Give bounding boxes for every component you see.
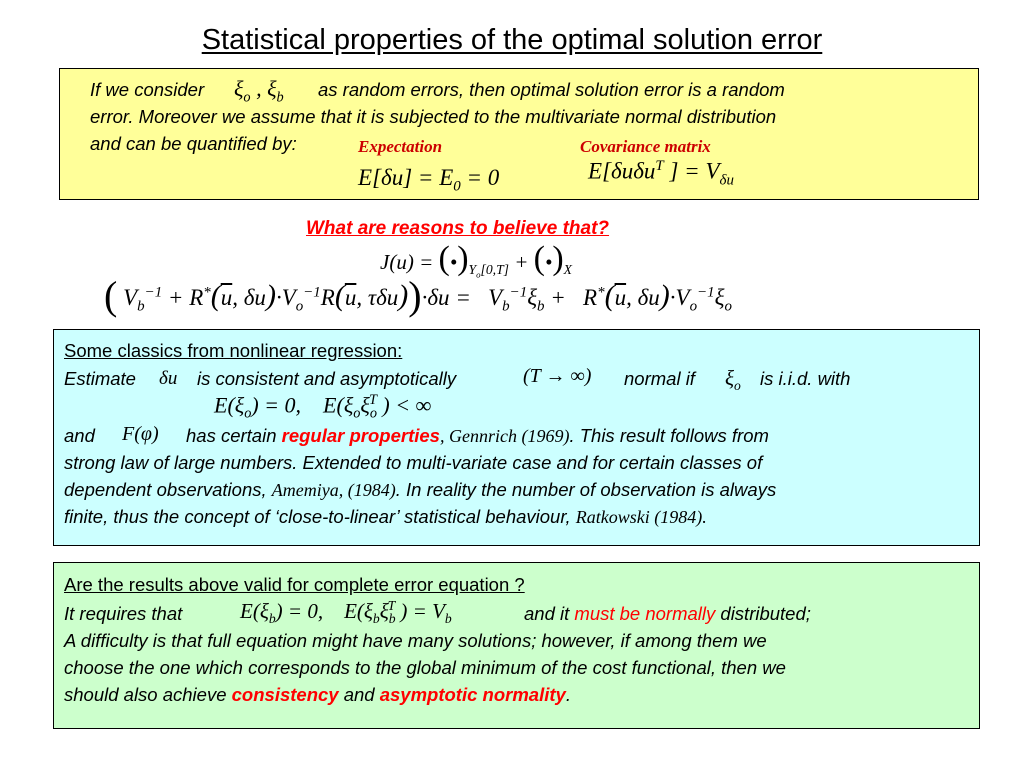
xi-o-xi-b-formula: $\xi_o$ , $\xi_b$ <box>234 76 284 106</box>
asymptotic-normality-highlight: asymptotic normality <box>379 684 566 705</box>
error-equation-formula: ( $V_b^{-1} + R^*(\overline{u}$, $\delta u)\cdot V_o^{-1}R(\overline{u}$, $\tau\delta u))\cdot\delta u = V_b^{-1}\xi_b + R^*(\overline{u}$, $\delta u)\cdot V_o^{-1}\xi_o$ <box>104 273 732 318</box>
box2-l1c: normal if <box>624 368 695 389</box>
must-be-normally-highlight: must be normally <box>574 603 716 624</box>
box2-l3a: and <box>64 425 95 446</box>
expectation-label: Expectation <box>358 137 443 156</box>
box3-l1-rest: and it must be normally distributed; <box>524 603 811 624</box>
xi-o-symbol: $\xi_o$ <box>725 366 741 394</box>
consistency-highlight: consistency <box>231 684 339 705</box>
cost-function-formula: $J(u) = (•)_{Y_o[0,T]}$ + $(•)_X$ <box>380 240 573 280</box>
box2-l5: dependent observations, Amemiya, (1984). In reality the number of observation is always <box>64 479 777 500</box>
slide-title: Statistical properties of the optimal solution error <box>201 24 823 56</box>
background-error-conditions-formula: $E(\xi_b) = 0$, $E(\xi_b\xi_b^T$ ) = $V_b$ <box>240 598 452 627</box>
t-to-infinity-formula: (T → ∞) <box>523 365 592 387</box>
box3-l1a: It requires that <box>64 603 183 624</box>
question-heading: What are reasons to believe that? <box>306 218 610 239</box>
box1-text-2: error. Moreover we assume that it is subjected to the multivariate normal distribution <box>90 106 777 127</box>
box1-text-1a: If we consider <box>90 79 205 100</box>
covariance-formula: E[δuδu$^T$ ] = $V_{\delta u}$ <box>588 158 734 189</box>
box1-text-3: and can be quantified by: <box>90 133 297 154</box>
box2-l1b: is consistent and asymptotically <box>197 368 457 389</box>
delta-u-symbol: δu <box>159 368 178 389</box>
regular-properties-highlight: regular properties <box>281 425 440 446</box>
covariance-label: Covariance matrix <box>580 137 711 156</box>
box2-l4: strong law of large numbers. Extended to multi-variate case and for certain classes of <box>64 452 763 473</box>
f-phi-formula: F(φ) <box>122 423 159 445</box>
box2-heading: Some classics from nonlinear regression: <box>64 340 403 361</box>
box3-heading: Are the results above valid for complete error equation ? <box>64 574 525 595</box>
box3-l2: A difficulty is that full equation might have many solutions; however, if among them we <box>64 630 767 651</box>
expectation-formula: $E[\delta u] = E_0 = 0$ <box>358 165 500 195</box>
box2-l1d: is i.i.d. with <box>760 368 851 389</box>
box3-l3: choose the one which corresponds to the global minimum of the cost functional, then we <box>64 657 786 678</box>
box2-l6: finite, thus the concept of ‘close-to-linear’ statistical behaviour, Ratkowski (1984). <box>64 506 707 527</box>
box2-l3-line: has certain regular properties, Gennrich (1969). This result follows from <box>186 425 769 446</box>
box1-text-1b: as random errors, then optimal solution error is a random <box>318 79 785 100</box>
box2-l1a: Estimate <box>64 368 136 389</box>
box3-l4: should also achieve consistency and asymptotic normality. <box>64 684 571 705</box>
moment-conditions-formula: $E(\xi_o) = 0$, $E(\xi_o\xi_o^T$ ) < ∞ <box>214 392 432 422</box>
